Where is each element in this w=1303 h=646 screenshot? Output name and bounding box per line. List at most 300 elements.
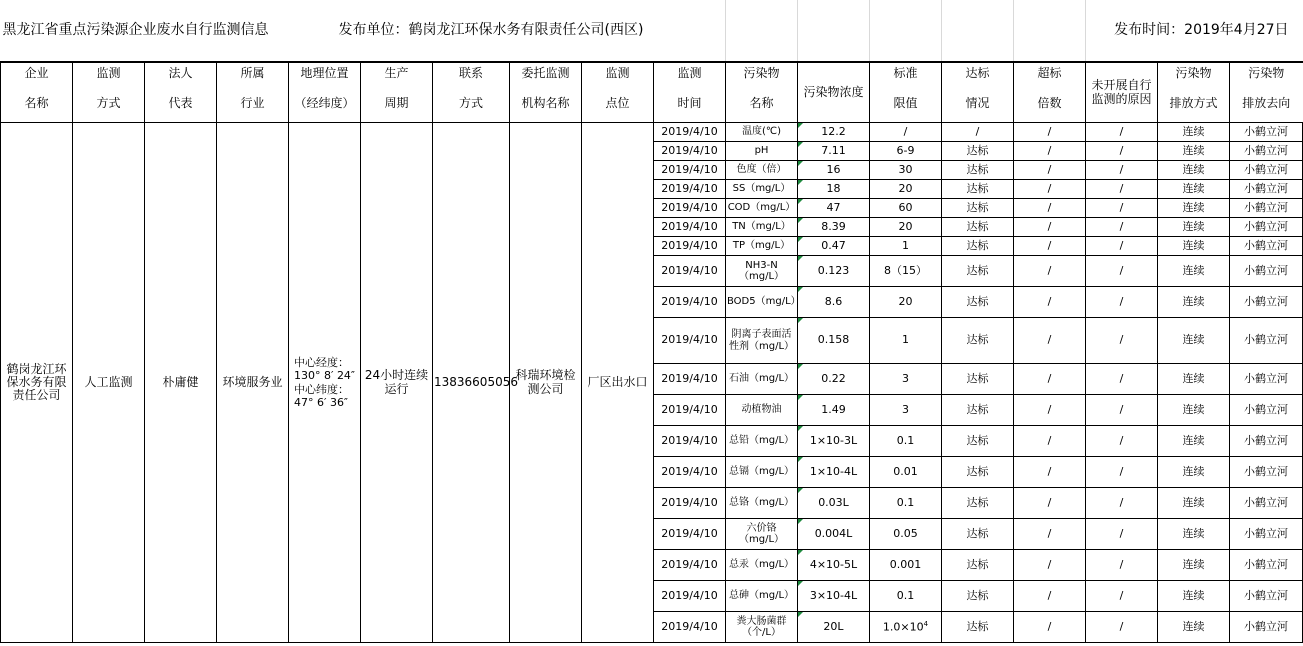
concentration-text: 0.22	[821, 371, 846, 385]
monitor-date	[654, 142, 726, 161]
concentration	[798, 218, 870, 237]
exceed-multiple-text: /	[1047, 294, 1052, 308]
concentration	[798, 318, 870, 364]
pollutant-name-text: 总镉（mg/L）	[728, 466, 795, 478]
column-header-sub: 方式	[433, 85, 510, 123]
standard-limit-text: 0.01	[893, 464, 918, 478]
discharge-destination-text: 小鹤立河	[1244, 619, 1288, 633]
concentration	[798, 519, 870, 550]
publish-date: 发布时间：2019年4月27日	[1114, 21, 1289, 38]
exceed-multiple	[1014, 318, 1086, 364]
standard-limit	[870, 457, 942, 488]
compliance-status-text: 达标	[966, 557, 989, 571]
concentration-text: 4×10-5L	[809, 557, 858, 571]
no-monitor-reason-text: /	[1119, 557, 1124, 571]
pollutant-name-text: 阴离子表面活性剂（mg/L）	[728, 329, 795, 352]
concentration	[798, 612, 870, 643]
discharge-mode-text: 连续	[1182, 124, 1205, 138]
column-header: 达标	[942, 62, 1014, 85]
exceed-multiple-text: /	[1047, 433, 1052, 447]
no-monitor-reason	[1086, 142, 1158, 161]
discharge-mode	[1158, 142, 1230, 161]
compliance-status	[942, 256, 1014, 287]
compliance-status-text: 达标	[966, 294, 989, 308]
pollutant-name	[726, 218, 798, 237]
concentration-text: 0.158	[817, 333, 850, 347]
discharge-destination	[1230, 142, 1303, 161]
discharge-mode	[1158, 180, 1230, 199]
discharge-mode	[1158, 256, 1230, 287]
pollutant-name-text: BOD5（mg/L）	[727, 296, 801, 308]
discharge-mode	[1158, 123, 1230, 142]
industry: 环境服务业	[217, 123, 289, 643]
concentration-text: 7.11	[821, 143, 846, 157]
discharge-destination-text: 小鹤立河	[1244, 238, 1288, 252]
no-monitor-reason	[1086, 199, 1158, 218]
compliance-status	[942, 218, 1014, 237]
column-header: 未开展自行监测的原因	[1086, 62, 1158, 123]
discharge-mode-text: 连续	[1182, 162, 1205, 176]
standard-limit	[870, 395, 942, 426]
discharge-mode-text: 连续	[1182, 263, 1205, 277]
concentration	[798, 550, 870, 581]
pollutant-name	[726, 395, 798, 426]
exceed-multiple	[1014, 123, 1086, 142]
discharge-destination	[1230, 581, 1303, 612]
compliance-status	[942, 395, 1014, 426]
pollutant-name-text: pH	[754, 145, 769, 157]
monitor-date-text: 2019/4/10	[661, 294, 718, 308]
column-header: 委托监测	[510, 62, 582, 85]
monitor-date	[654, 199, 726, 218]
exceed-multiple-text: /	[1047, 464, 1052, 478]
monitor-date	[654, 488, 726, 519]
exceed-multiple-text: /	[1047, 238, 1052, 252]
pollutant-name	[726, 142, 798, 161]
column-header-sub: 时间	[654, 85, 726, 123]
compliance-status	[942, 318, 1014, 364]
no-monitor-reason-text: /	[1119, 588, 1124, 602]
exceed-multiple-text: /	[1047, 588, 1052, 602]
pollutant-name-text: 总砷（mg/L）	[728, 590, 795, 602]
column-header-sub: 限值	[870, 85, 942, 123]
discharge-mode-text: 连续	[1182, 333, 1205, 347]
no-monitor-reason-text: /	[1119, 143, 1124, 157]
pollutant-name-text: 总铅（mg/L）	[728, 435, 795, 447]
discharge-mode	[1158, 426, 1230, 457]
discharge-destination	[1230, 457, 1303, 488]
discharge-destination-text: 小鹤立河	[1244, 200, 1288, 214]
monitor-date	[654, 237, 726, 256]
publisher: 发布单位：鹤岗龙江环保水务有限责任公司(西区)	[289, 0, 726, 62]
discharge-mode	[1158, 395, 1230, 426]
pollutant-name-text: COD（mg/L）	[727, 202, 796, 214]
no-monitor-reason-text: /	[1119, 200, 1124, 214]
table-row	[1, 123, 1303, 142]
concentration	[798, 237, 870, 256]
compliance-status-text: 达标	[966, 200, 989, 214]
compliance-status	[942, 550, 1014, 581]
monitor-date	[654, 519, 726, 550]
monitor-date	[654, 426, 726, 457]
concentration	[798, 457, 870, 488]
monitor-date-text: 2019/4/10	[661, 526, 718, 540]
no-monitor-reason	[1086, 488, 1158, 519]
no-monitor-reason-text: /	[1119, 526, 1124, 540]
legal-representative: 朴庸健	[145, 123, 217, 643]
discharge-destination-text: 小鹤立河	[1244, 143, 1288, 157]
exceed-multiple-text: /	[1047, 371, 1052, 385]
exceed-multiple	[1014, 180, 1086, 199]
monitor-date-text: 2019/4/10	[661, 588, 718, 602]
concentration	[798, 180, 870, 199]
compliance-status	[942, 287, 1014, 318]
column-header-sub: 排放去向	[1230, 85, 1303, 123]
discharge-destination-text: 小鹤立河	[1244, 124, 1288, 138]
discharge-destination	[1230, 364, 1303, 395]
discharge-mode-text: 连续	[1182, 181, 1205, 195]
pollutant-name-text: 石油（mg/L）	[728, 373, 795, 385]
no-monitor-reason	[1086, 161, 1158, 180]
no-monitor-reason-text: /	[1119, 124, 1124, 138]
standard-limit-text: 60	[898, 200, 913, 214]
exceed-multiple	[1014, 550, 1086, 581]
compliance-status-text: 达标	[966, 526, 989, 540]
no-monitor-reason	[1086, 218, 1158, 237]
column-header-sub: 名称	[1, 85, 73, 123]
compliance-status-text: 达标	[966, 371, 989, 385]
monitoring-agency: 科瑞环境检测公司	[510, 123, 582, 643]
standard-limit	[870, 256, 942, 287]
no-monitor-reason-text: /	[1119, 181, 1124, 195]
standard-limit	[870, 612, 942, 643]
concentration-text: 12.2	[821, 124, 846, 138]
pollutant-name	[726, 457, 798, 488]
discharge-destination	[1230, 612, 1303, 643]
discharge-destination-text: 小鹤立河	[1244, 162, 1288, 176]
discharge-mode	[1158, 318, 1230, 364]
discharge-mode-text: 连续	[1182, 619, 1205, 633]
standard-limit-text: 0.1	[896, 495, 915, 509]
discharge-mode	[1158, 612, 1230, 643]
pollutant-name	[726, 612, 798, 643]
concentration	[798, 488, 870, 519]
no-monitor-reason	[1086, 180, 1158, 199]
standard-limit	[870, 161, 942, 180]
exceed-multiple	[1014, 426, 1086, 457]
discharge-destination-text: 小鹤立河	[1244, 588, 1288, 602]
compliance-status	[942, 426, 1014, 457]
no-monitor-reason	[1086, 426, 1158, 457]
discharge-destination	[1230, 237, 1303, 256]
exceed-multiple	[1014, 364, 1086, 395]
discharge-destination-text: 小鹤立河	[1244, 557, 1288, 571]
concentration-text: 18	[826, 181, 841, 195]
discharge-destination	[1230, 287, 1303, 318]
monitor-date	[654, 218, 726, 237]
exceed-multiple	[1014, 256, 1086, 287]
exceed-multiple	[1014, 218, 1086, 237]
discharge-destination	[1230, 199, 1303, 218]
pollutant-name	[726, 519, 798, 550]
concentration-text: 0.004L	[814, 526, 853, 540]
exceed-multiple-text: /	[1047, 619, 1052, 633]
discharge-mode-text: 连续	[1182, 143, 1205, 157]
no-monitor-reason	[1086, 318, 1158, 364]
monitoring-method: 人工监测	[73, 123, 145, 643]
column-header-sub: 点位	[582, 85, 654, 123]
discharge-destination-text: 小鹤立河	[1244, 219, 1288, 233]
column-header: 标准	[870, 62, 942, 85]
discharge-mode-text: 连续	[1182, 219, 1205, 233]
concentration-text: 3×10-4L	[809, 588, 858, 602]
discharge-mode-text: 连续	[1182, 557, 1205, 571]
concentration	[798, 287, 870, 318]
compliance-status-text: /	[975, 124, 980, 138]
standard-limit-text: 20	[898, 181, 913, 195]
discharge-mode-text: 连续	[1182, 495, 1205, 509]
monitor-date	[654, 457, 726, 488]
discharge-destination-text: 小鹤立河	[1244, 464, 1288, 478]
pollutant-name-text: 动植物油	[741, 404, 782, 416]
concentration-text: 47	[826, 200, 841, 214]
discharge-mode-text: 连续	[1182, 200, 1205, 214]
pollutant-name-text: 总汞（mg/L）	[728, 559, 795, 571]
monitor-date	[654, 550, 726, 581]
discharge-destination-text: 小鹤立河	[1244, 526, 1288, 540]
discharge-destination	[1230, 161, 1303, 180]
monitor-date-text: 2019/4/10	[661, 124, 718, 138]
column-header-sub: 机构名称	[510, 85, 582, 123]
monitor-date-text: 2019/4/10	[661, 238, 718, 252]
concentration	[798, 142, 870, 161]
pollutant-name	[726, 256, 798, 287]
exceed-multiple-text: /	[1047, 162, 1052, 176]
exceed-multiple-text: /	[1047, 219, 1052, 233]
column-header: 法人	[145, 62, 217, 85]
column-header: 企业	[1, 62, 73, 85]
column-header: 所属	[217, 62, 289, 85]
monitor-date-text: 2019/4/10	[661, 464, 718, 478]
no-monitor-reason	[1086, 395, 1158, 426]
monitor-date-text: 2019/4/10	[661, 333, 718, 347]
no-monitor-reason-text: /	[1119, 333, 1124, 347]
discharge-mode-text: 连续	[1182, 588, 1205, 602]
compliance-status	[942, 581, 1014, 612]
pollutant-name-text: TP（mg/L）	[732, 240, 791, 252]
standard-limit	[870, 180, 942, 199]
compliance-status-text: 达标	[966, 495, 989, 509]
standard-limit	[870, 550, 942, 581]
standard-limit-text: 0.1	[896, 433, 915, 447]
discharge-mode	[1158, 218, 1230, 237]
compliance-status-text: 达标	[966, 143, 989, 157]
compliance-status-text: 达标	[966, 402, 989, 416]
discharge-destination-text: 小鹤立河	[1244, 294, 1288, 308]
compliance-status-text: 达标	[966, 162, 989, 176]
standard-limit-text: 0.1	[896, 588, 915, 602]
column-header-sub: 代表	[145, 85, 217, 123]
compliance-status	[942, 180, 1014, 199]
column-header-sub: 方式	[73, 85, 145, 123]
no-monitor-reason-text: /	[1119, 464, 1124, 478]
discharge-mode	[1158, 364, 1230, 395]
no-monitor-reason-text: /	[1119, 619, 1124, 633]
monitor-date	[654, 318, 726, 364]
discharge-mode	[1158, 237, 1230, 256]
pollutant-name	[726, 581, 798, 612]
no-monitor-reason	[1086, 550, 1158, 581]
concentration	[798, 426, 870, 457]
standard-limit	[870, 218, 942, 237]
standard-limit	[870, 426, 942, 457]
pollutant-name-text: TN（mg/L）	[732, 221, 791, 233]
compliance-status-text: 达标	[966, 433, 989, 447]
header-row-1	[1, 62, 1303, 85]
no-monitor-reason-text: /	[1119, 433, 1124, 447]
concentration-text: 1×10-3L	[809, 433, 858, 447]
pollutant-name-text: 总铬（mg/L）	[728, 497, 795, 509]
monitor-date-text: 2019/4/10	[661, 371, 718, 385]
discharge-destination-text: 小鹤立河	[1244, 433, 1288, 447]
exceed-multiple-text: /	[1047, 557, 1052, 571]
concentration-text: 0.123	[817, 263, 850, 277]
compliance-status	[942, 364, 1014, 395]
no-monitor-reason	[1086, 519, 1158, 550]
discharge-destination	[1230, 256, 1303, 287]
standard-limit-text: 1.0×10	[882, 620, 924, 634]
no-monitor-reason	[1086, 287, 1158, 318]
no-monitor-reason-text: /	[1119, 263, 1124, 277]
column-header-sub: 名称	[726, 85, 798, 123]
standard-limit	[870, 488, 942, 519]
standard-limit-text: 3	[902, 402, 909, 416]
standard-limit	[870, 199, 942, 218]
pollutant-name-text: SS（mg/L）	[732, 183, 791, 195]
discharge-destination	[1230, 318, 1303, 364]
discharge-destination-text: 小鹤立河	[1244, 263, 1288, 277]
exceed-multiple	[1014, 142, 1086, 161]
standard-limit	[870, 123, 942, 142]
exceed-multiple-text: /	[1047, 181, 1052, 195]
limit-exponent: 4	[923, 619, 929, 628]
exceed-multiple-text: /	[1047, 143, 1052, 157]
exceed-multiple-text: /	[1047, 526, 1052, 540]
monitor-date-text: 2019/4/10	[661, 495, 718, 509]
discharge-destination-text: 小鹤立河	[1244, 402, 1288, 416]
geo-line: 中心经度：	[293, 356, 349, 370]
concentration-text: 1×10-4L	[809, 464, 858, 478]
standard-limit-text: 20	[898, 294, 913, 308]
pollutant-name	[726, 426, 798, 457]
discharge-mode	[1158, 287, 1230, 318]
discharge-destination	[1230, 218, 1303, 237]
discharge-mode-text: 连续	[1182, 294, 1205, 308]
concentration-text: 8.6	[824, 294, 843, 308]
standard-limit-text: 6-9	[896, 143, 915, 157]
standard-limit	[870, 364, 942, 395]
standard-limit-text: 0.05	[893, 526, 918, 540]
concentration-text: 1.49	[821, 402, 846, 416]
compliance-status-text: 达标	[966, 181, 989, 195]
exceed-multiple	[1014, 287, 1086, 318]
title-row	[1, 0, 1303, 62]
discharge-mode	[1158, 161, 1230, 180]
monitor-date-text: 2019/4/10	[661, 219, 718, 233]
monitor-date-text: 2019/4/10	[661, 143, 718, 157]
discharge-destination	[1230, 519, 1303, 550]
no-monitor-reason-text: /	[1119, 294, 1124, 308]
monitor-date	[654, 364, 726, 395]
column-header-sub: 周期	[361, 85, 433, 123]
compliance-status	[942, 237, 1014, 256]
no-monitor-reason	[1086, 612, 1158, 643]
column-header-sub: （经纬度）	[289, 85, 361, 123]
column-header: 地理位置	[289, 62, 361, 85]
sheet-title: 黑龙江省重点污染源企业废水自行监测信息	[2, 21, 269, 38]
monitor-date-text: 2019/4/10	[661, 557, 718, 571]
production-cycle: 24小时连续运行	[361, 123, 433, 643]
monitoring-point: 厂区出水口	[582, 123, 654, 643]
compliance-status	[942, 519, 1014, 550]
monitor-date	[654, 123, 726, 142]
company-name: 鹤岗龙江环保水务有限责任公司	[1, 123, 73, 643]
no-monitor-reason-text: /	[1119, 162, 1124, 176]
concentration	[798, 364, 870, 395]
standard-limit	[870, 142, 942, 161]
standard-limit-text: 8（15）	[884, 263, 927, 277]
monitor-date	[654, 395, 726, 426]
pollutant-name	[726, 318, 798, 364]
exceed-multiple-text: /	[1047, 263, 1052, 277]
column-header: 超标	[1014, 62, 1086, 85]
discharge-mode-text: 连续	[1182, 526, 1205, 540]
pollutant-name-text: 温度(℃)	[741, 126, 782, 138]
exceed-multiple	[1014, 199, 1086, 218]
compliance-status-text: 达标	[966, 333, 989, 347]
monitor-date-text: 2019/4/10	[661, 200, 718, 214]
discharge-destination	[1230, 180, 1303, 199]
discharge-mode	[1158, 457, 1230, 488]
compliance-status	[942, 612, 1014, 643]
pollutant-name	[726, 237, 798, 256]
no-monitor-reason	[1086, 123, 1158, 142]
no-monitor-reason	[1086, 457, 1158, 488]
monitor-date-text: 2019/4/10	[661, 402, 718, 416]
exceed-multiple-text: /	[1047, 200, 1052, 214]
monitor-date	[654, 581, 726, 612]
column-header: 监测	[73, 62, 145, 85]
discharge-mode	[1158, 581, 1230, 612]
exceed-multiple-text: /	[1047, 124, 1052, 138]
no-monitor-reason	[1086, 581, 1158, 612]
monitor-date	[654, 256, 726, 287]
column-header: 污染物	[726, 62, 798, 85]
standard-limit	[870, 519, 942, 550]
discharge-mode-text: 连续	[1182, 371, 1205, 385]
standard-limit	[870, 237, 942, 256]
compliance-status	[942, 488, 1014, 519]
discharge-mode-text: 连续	[1182, 464, 1205, 478]
pollutant-name-text: NH3-N（mg/L）	[738, 259, 785, 282]
monitor-date-text: 2019/4/10	[661, 263, 718, 277]
exceed-multiple-text: /	[1047, 495, 1052, 509]
discharge-mode	[1158, 550, 1230, 581]
concentration	[798, 581, 870, 612]
discharge-destination-text: 小鹤立河	[1244, 181, 1288, 195]
concentration-text: 8.39	[821, 219, 846, 233]
exceed-multiple-text: /	[1047, 402, 1052, 416]
